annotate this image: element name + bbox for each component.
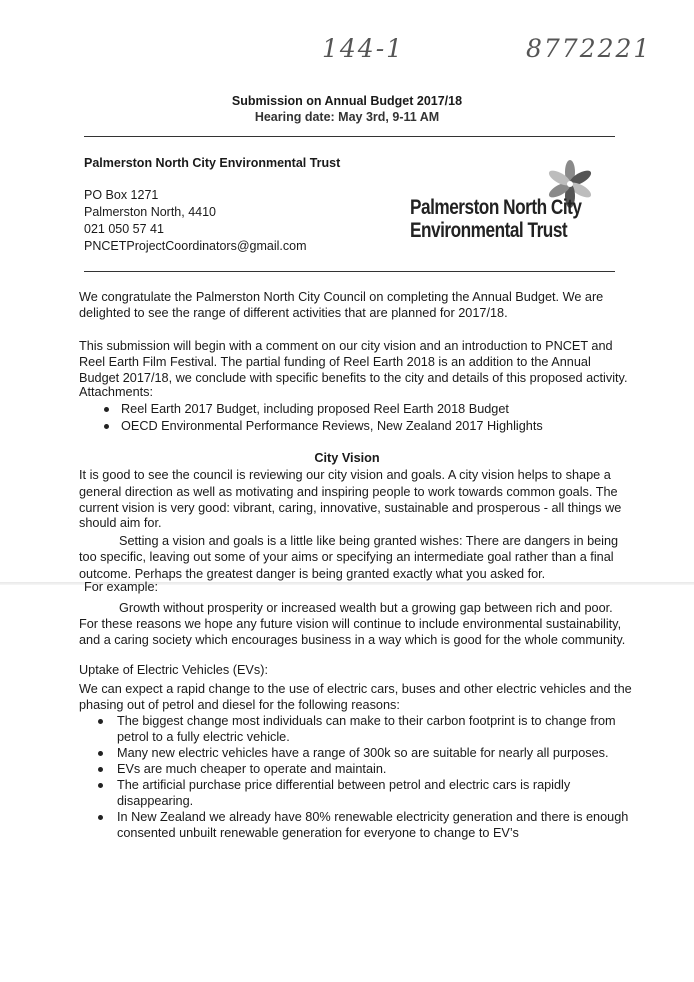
ev-bullet-line: In New Zealand we already have 80% renewable electricity generation and there is enough xyxy=(117,810,629,824)
paragraph-line: too specific, leaving out some of your aims or specifying an intermediate goal rather than a final xyxy=(79,550,614,564)
paragraph-line: Growth without prosperity or increased wealth but a growing gap between rich and poor. xyxy=(119,601,613,615)
city-vision-heading: City Vision xyxy=(314,451,380,465)
logo-text-line1: Palmerston North City xyxy=(410,196,582,219)
bullet-icon xyxy=(98,719,103,724)
address-city: Palmerston North, 4410 xyxy=(84,205,217,219)
bullet-icon xyxy=(104,424,109,429)
paragraph-line: It is good to see the council is reviewing our city vision and goals. A city vision helps to shape a xyxy=(79,468,611,482)
bullet-icon xyxy=(98,767,103,772)
ev-bullet-line: disappearing. xyxy=(117,794,194,808)
paragraph-line: Budget 2017/18, we conclude with specific benefits to the city and details of this proposed activity. xyxy=(79,371,628,385)
address-phone: 021 050 57 41 xyxy=(84,222,164,236)
paragraph-line: Reel Earth Film Festival. The partial funding of Reel Earth 2018 is an addition to the Annual xyxy=(79,355,591,369)
handwritten-reference-right: 8772221 xyxy=(526,34,652,63)
ev-bullet-line: The artificial purchase price differential between petrol and electric cars is rapidly xyxy=(117,778,571,792)
handwritten-reference-left: 144-1 xyxy=(322,34,405,63)
logo-text-line2: Environmental Trust xyxy=(410,219,568,242)
example-label: For example: xyxy=(84,580,159,594)
paragraph-line: We congratulate the Palmerston North City Council on completing the Annual Budget. We are xyxy=(79,290,604,304)
divider-bottom xyxy=(84,271,615,272)
paragraph-line: current vision is very good: vibrant, caring, innovative, sustainable and prosperous - all things we xyxy=(79,501,622,515)
paragraph-line: Setting a vision and goals is a little like being granted wishes: There are dangers in being xyxy=(119,534,619,548)
divider-top xyxy=(84,136,615,137)
address-email: PNCETProjectCoordinators@gmail.com xyxy=(84,239,307,253)
submission-title: Submission on Annual Budget 2017/18 xyxy=(231,94,463,108)
paragraph-line: delighted to see the range of different activities that are planned for 2017/18. xyxy=(79,306,508,320)
attachments-label: Attachments: xyxy=(79,385,154,399)
ev-bullet-line: Many new electric vehicles have a range of 300k so are suitable for nearly all purposes. xyxy=(117,746,609,760)
bullet-icon xyxy=(98,783,103,788)
bullet-icon xyxy=(98,751,103,756)
hearing-date: Hearing date: May 3rd, 9-11 AM xyxy=(254,110,440,124)
org-name: Palmerston North City Environmental Trust xyxy=(84,156,341,170)
paragraph-line: This submission will begin with a comment on our city vision and an introduction to PNCET and xyxy=(79,339,613,353)
paragraph-line: should aim for. xyxy=(79,516,162,530)
attachment-item: Reel Earth 2017 Budget, including proposed Reel Earth 2018 Budget xyxy=(121,402,509,416)
ev-bullet-line: petrol to a fully electric vehicle. xyxy=(117,730,290,744)
paragraph-line: outcome. Perhaps the greatest danger is being granted exactly what you asked for. xyxy=(79,567,546,581)
bullet-icon xyxy=(104,407,109,412)
paragraph-line: phasing out of petrol and diesel for the following reasons: xyxy=(79,698,400,712)
paragraph-line: We can expect a rapid change to the use of electric cars, buses and other electric vehicles and the xyxy=(79,682,632,696)
ev-heading: Uptake of Electric Vehicles (EVs): xyxy=(79,663,268,677)
paragraph-line: For these reasons we hope any future vision will continue to include environmental sustainability, xyxy=(79,617,622,631)
paragraph-line: general direction as well as motivating and inspiring people to work towards common goals. The xyxy=(79,485,618,499)
address-po-box: PO Box 1271 xyxy=(84,188,159,202)
ev-bullet-line: consented unbuilt renewable generation for everyone to change to EV’s xyxy=(117,826,519,840)
ev-bullet-line: The biggest change most individuals can make to their carbon footprint is to change from xyxy=(117,714,616,728)
bullet-icon xyxy=(98,815,103,820)
attachment-item: OECD Environmental Performance Reviews, New Zealand 2017 Highlights xyxy=(121,419,543,433)
ev-bullet-line: EVs are much cheaper to operate and maintain. xyxy=(117,762,387,776)
paragraph-line: and a caring society which encourages business in a way which is good for the whole community. xyxy=(79,633,626,647)
